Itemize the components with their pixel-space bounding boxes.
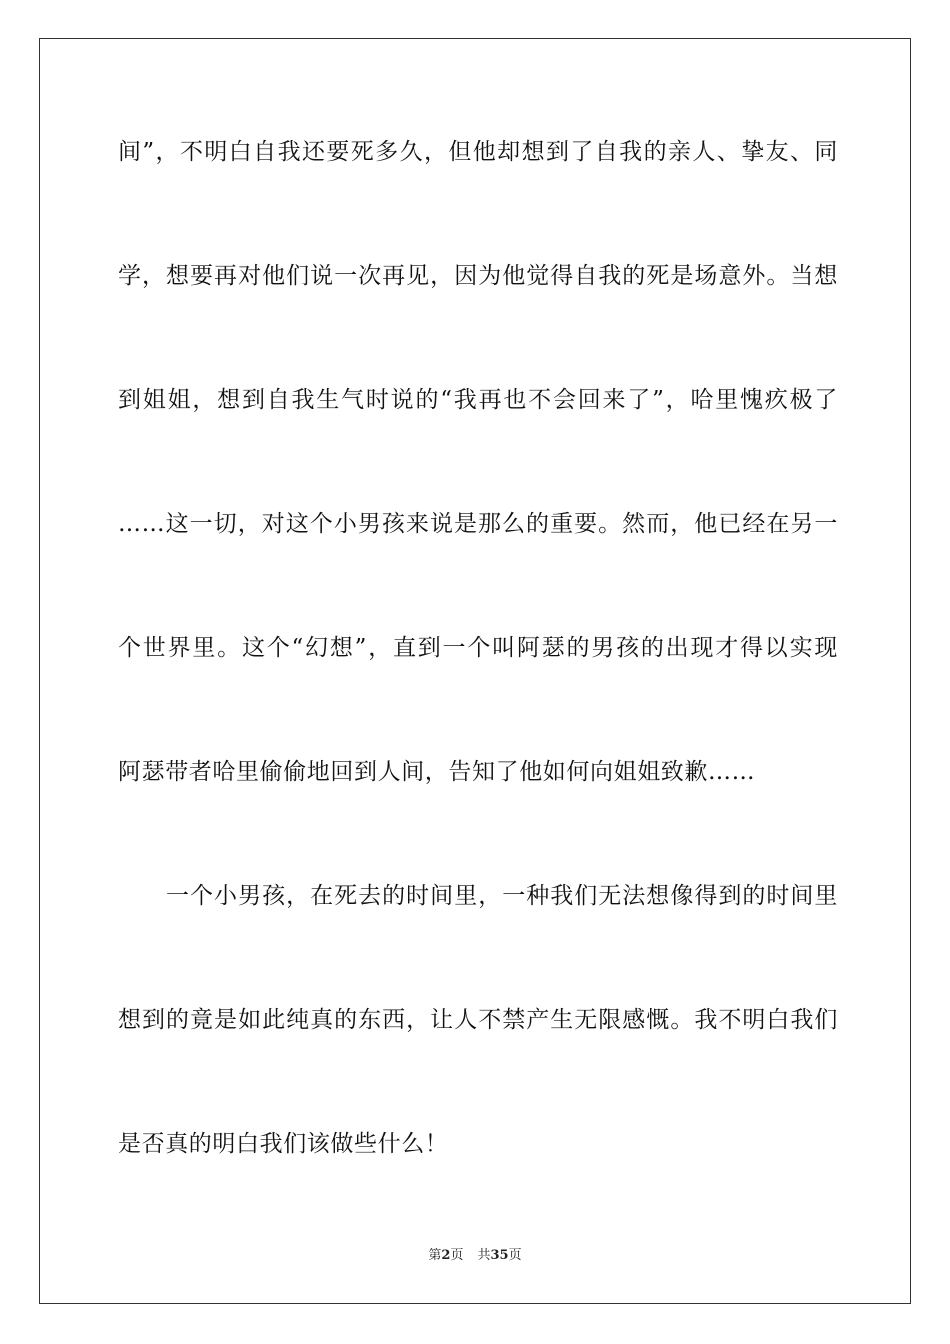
total-pages: 35 [490, 1248, 509, 1263]
body-text-line-7: 一个小男孩，在死去的时间里，一种我们无法想像得到的时间里 [118, 883, 838, 909]
page-number: 2 [441, 1248, 451, 1263]
page-footer [0, 1247, 950, 1265]
page-border [39, 38, 911, 1304]
body-text-line-8: 想到的竟是如此纯真的东西，让人不禁产生无限感慨。我不明白我们 [118, 1007, 838, 1033]
total-prefix: 共 [477, 1248, 491, 1263]
body-text-line-5: 个世界里。这个“幻想”，直到一个叫阿瑟的男孩的出现才得以实现 [118, 635, 838, 661]
body-text-line-6: 阿瑟带者哈里偷偷地回到人间，告知了他如何向姐姐致歉…… [118, 759, 756, 785]
body-text-line-3: 到姐姐，想到自我生气时说的“我再也不会回来了”，哈里愧疚极了 [118, 387, 838, 413]
body-text-line-9: 是否真的明白我们该做些什么！ [118, 1131, 449, 1157]
total-suffix: 页 [508, 1248, 522, 1263]
body-text-line-1: 间”，不明白自我还要死多久，但他却想到了自我的亲人、挚友、同 [118, 139, 838, 165]
body-text-line-4: ……这一切，对这个小男孩来说是那么的重要。然而，他已经在另一 [118, 511, 838, 537]
page-prefix: 第 [428, 1248, 442, 1263]
page-suffix: 页 [450, 1248, 464, 1263]
body-text-line-2: 学，想要再对他们说一次再见，因为他觉得自我的死是场意外。当想 [118, 263, 838, 289]
